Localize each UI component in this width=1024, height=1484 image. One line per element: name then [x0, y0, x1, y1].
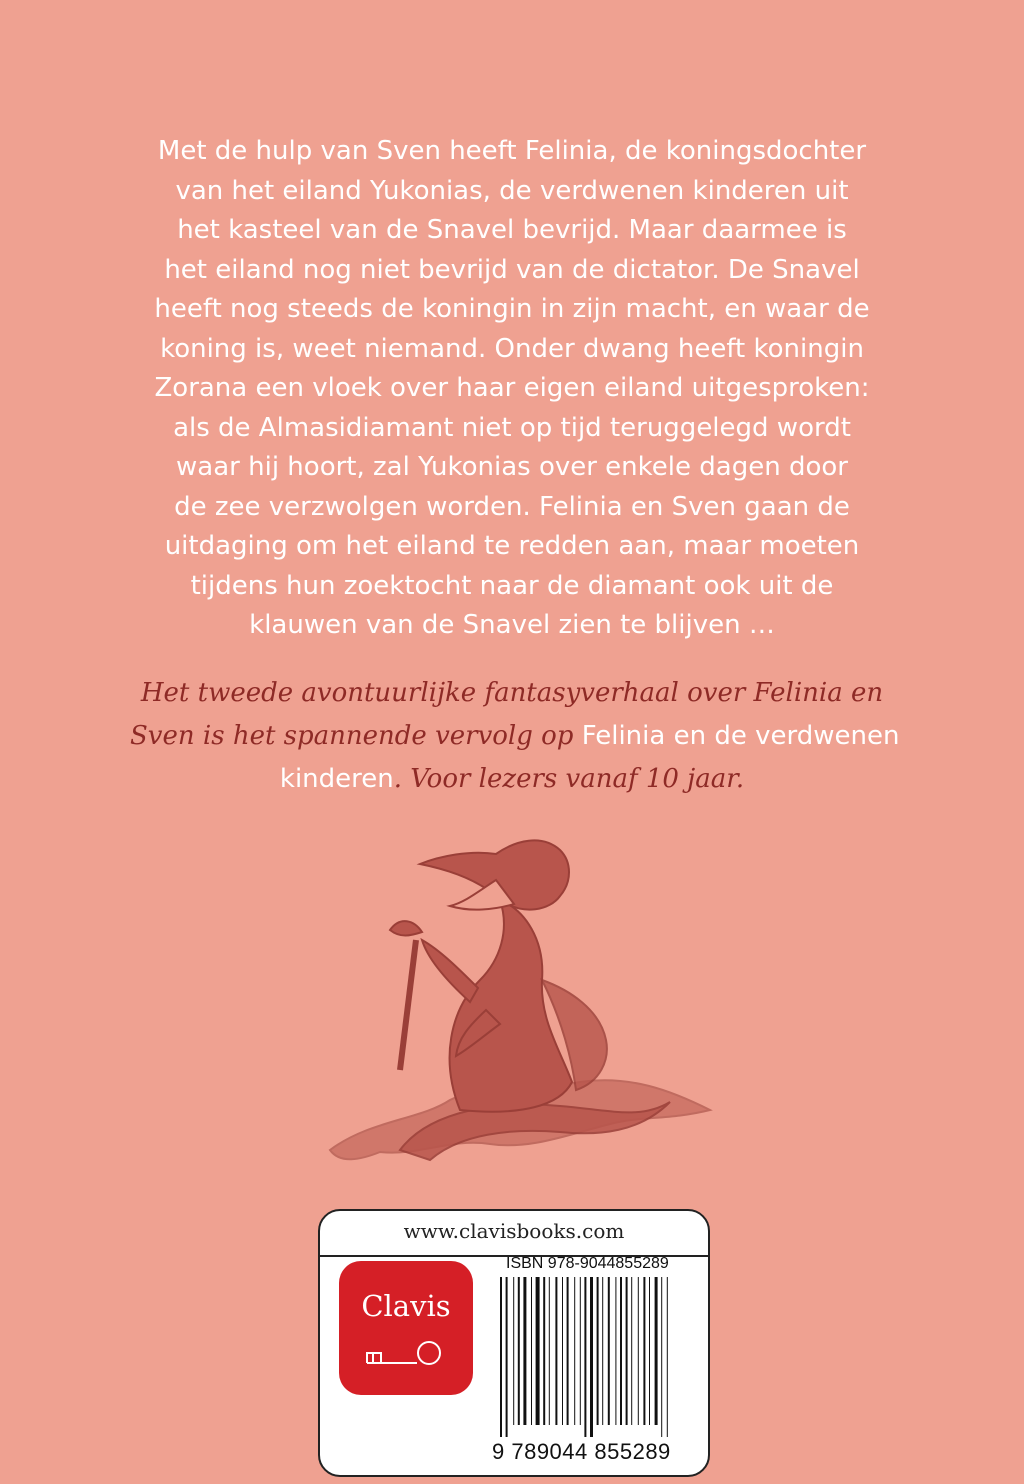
publisher-url: www.clavisbooks.com — [403, 1219, 625, 1243]
blurb-line: waar hij hoort, zal Yukonias over enkele dagen door — [176, 452, 848, 482]
blurb-line: van het eiland Yukonias, de verdwenen kinderen uit — [175, 175, 849, 206]
key-icon — [365, 1339, 449, 1369]
clavis-logo — [339, 1261, 473, 1395]
barcode — [498, 1277, 692, 1437]
blurb-line: als de Almasidiamant niet op tijd teruggelegd wordt — [173, 412, 851, 443]
book-title-reference-end: kinderen — [279, 764, 394, 794]
barcode-label — [318, 1209, 710, 1477]
blurb-line: koning is, weet niemand. Onder dwang heeft koningin — [160, 333, 864, 364]
blurb-line: Zorana een vloek over haar eigen eiland uitgesproken: — [154, 373, 870, 403]
clavis-logo-text: Clavis — [361, 1289, 451, 1323]
barcode-digits: 9 789044 855289 — [492, 1439, 671, 1464]
blurb-line: uitdaging om het eiland te redden aan, maar moeten — [164, 531, 860, 561]
blurb-text — [150, 132, 874, 646]
blurb-line: het kasteel van de Snavel bevrijd. Maar daarmee is — [177, 215, 847, 245]
blurb-line: klauwen van de Snavel zien te blijven … — [249, 610, 775, 640]
blurb-line: het eiland nog niet bevrijd van de dictator. De Snavel — [164, 254, 860, 285]
tagline — [130, 672, 900, 801]
book-title-reference: Felinia en de verdwenen — [581, 721, 900, 751]
dragon-illustration — [310, 820, 730, 1190]
tagline-line-1: Het tweede avontuurlijke fantasyverhaal over Felinia en — [140, 678, 884, 708]
blurb-line: Met de hulp van Sven heeft Felinia, de koningsdochter — [157, 136, 867, 166]
blurb-line: de zee verzwolgen worden. Felinia en Sven gaan de — [174, 491, 850, 522]
tagline-line-2: Sven is het spannende vervolg op — [130, 721, 582, 751]
blurb-line: heeft nog steeds de koningin in zijn macht, en waar de — [154, 294, 870, 324]
isbn-text: ISBN 978-9044855289 — [506, 1255, 669, 1272]
tagline-age: . Voor lezers vanaf 10 jaar. — [393, 764, 745, 794]
blurb-line: tijdens hun zoektocht naar de diamant ook uit de — [190, 570, 834, 601]
